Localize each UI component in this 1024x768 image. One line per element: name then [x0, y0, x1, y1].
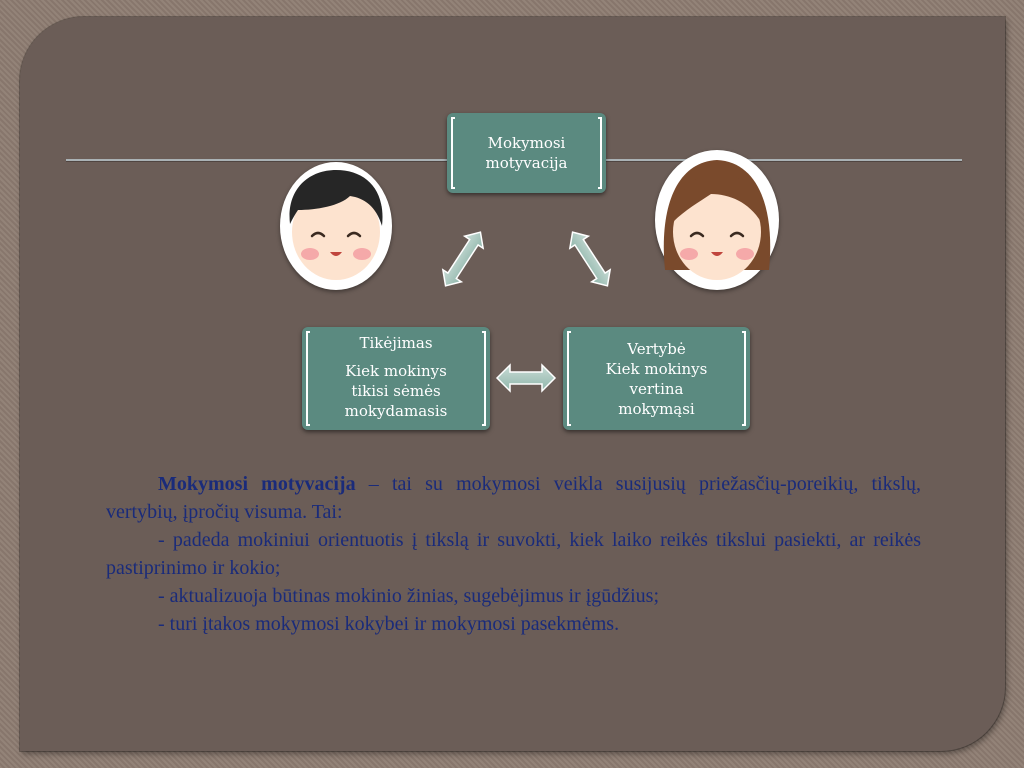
bullet-item: - padeda mokiniui orientuotis į tikslą ir suvokti, kiek laiko reikės tikslui pasiekti, ar reikės pastiprinimo ir kokio;: [106, 529, 921, 579]
bullet-item: - aktualizuoja būtinas mokinio žinias, sugebėjimus ir įgūdžius;: [158, 585, 660, 607]
node-left-title: Tikėjimas: [359, 334, 433, 352]
node-left-line3: mokydamasis: [344, 402, 448, 420]
node-value: [563, 327, 750, 430]
node-top-line2: motyvacija: [485, 154, 568, 172]
node-right-line3: vertina: [629, 379, 684, 398]
definition-body: – tai su mokymosi veikla susijusių priežasčių-poreikių, tikslų, vertybių, įpročių visuma. Tai:: [106, 473, 921, 523]
arrow-right-diagonal: [563, 226, 616, 292]
node-right-line2: Kiek mokinys: [605, 359, 708, 378]
bullet-item: - turi įtakos mokymosi kokybei ir mokymosi pasekmėms.: [158, 613, 620, 635]
definition-text: [106, 470, 921, 638]
node-right-line1: Vertybė: [627, 339, 686, 358]
node-left-line2: tikisi sėmės: [351, 382, 441, 400]
girl-face-icon: [655, 150, 779, 290]
boy-face-icon: [280, 162, 392, 290]
node-learning-motivation: [447, 113, 606, 193]
node-top-line1: Mokymosi: [487, 134, 566, 152]
arrow-left-diagonal: [436, 226, 489, 292]
definition-term: Mokymosi motyvacija: [158, 473, 356, 495]
arrow-horizontal: [497, 365, 555, 391]
node-right-line4: mokymąsi: [618, 399, 695, 418]
node-left-line1: Kiek mokinys: [345, 362, 447, 380]
definition-paragraph: [106, 470, 921, 526]
node-expectancy: [302, 327, 490, 430]
